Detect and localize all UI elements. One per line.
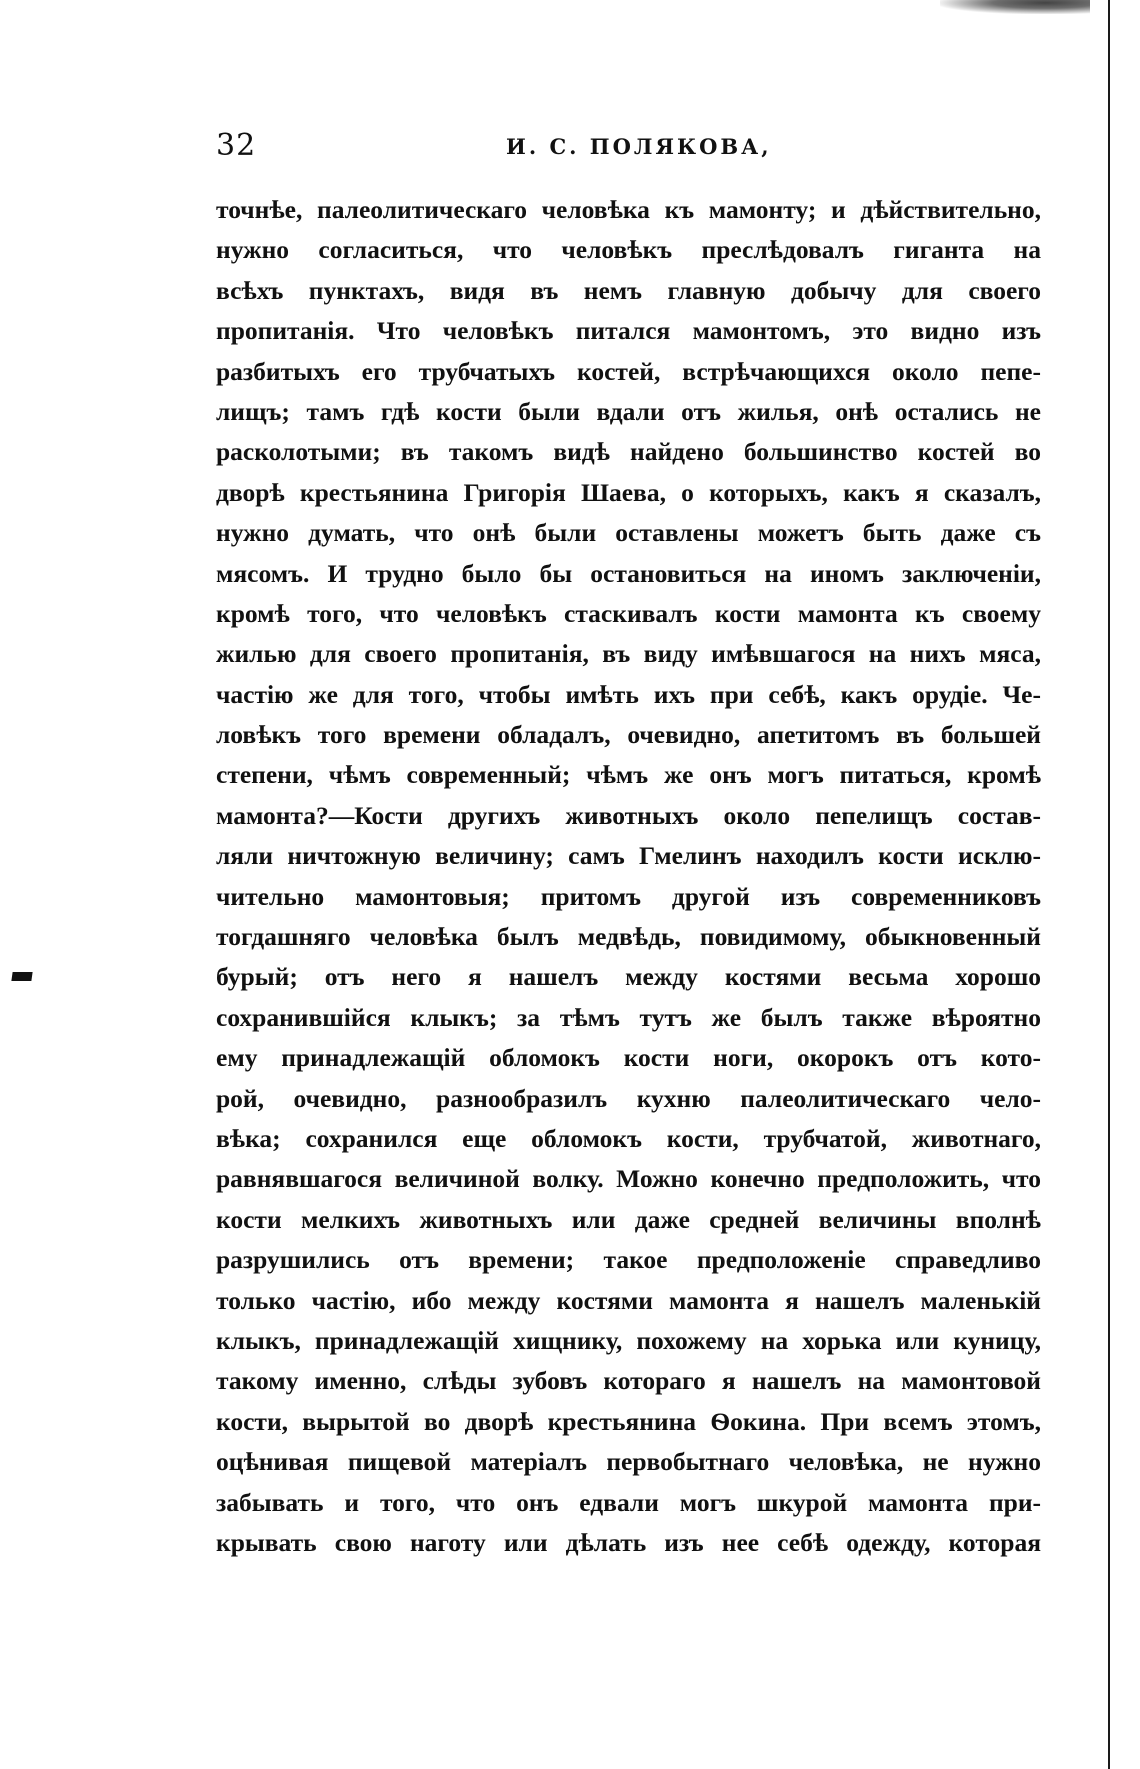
text-line: ляли ничтожную величину; самъ Гмелинъ находилъ кости исклю- (216, 841, 1041, 871)
text-line: дворѣ крестьянина Григорія Шаева, о которыхъ, какъ я сказалъ, (216, 477, 1041, 507)
text-line: только частію, ибо между костями мамонта я нашелъ маленькій (216, 1285, 1041, 1315)
text-line: тогдашняго человѣка былъ медвѣдь, повидимому, обыкновенный (216, 922, 1041, 952)
text-line: равнявшагося величиной волку. Можно конечно предположить, что (216, 1164, 1041, 1194)
text-line: мясомъ. И трудно было бы остановиться на иномъ заключеніи, (216, 558, 1041, 588)
text-line: точнѣе, палеолитическаго человѣка къ мамонту; и дѣйствительно, (216, 195, 1041, 224)
text-line: крывать свою наготу или дѣлать изъ нее себѣ одежду, которая (216, 1527, 1041, 1557)
text-line: нужно думать, что онѣ были оставлены можетъ быть даже съ (216, 518, 1041, 548)
page-edge-rule (1108, 0, 1110, 1769)
text-line: кромѣ того, что человѣкъ стаскивалъ кости мамонта къ своему (216, 598, 1041, 628)
text-line: клыкъ, принадлежащій хищнику, похожему на хорька или куницу, (216, 1325, 1041, 1355)
text-line: ему принадлежащій обломокъ кости ноги, окорокъ отъ кото- (216, 1043, 1041, 1073)
text-line: степени, чѣмъ современный; чѣмъ же онъ могъ питаться, кромѣ (216, 760, 1041, 790)
scan-smudge (940, 0, 1090, 14)
text-line: вѣка; сохранился еще обломокъ кости, трубчатой, животнаго, (216, 1123, 1041, 1153)
text-line: всѣхъ пунктахъ, видя въ немъ главную добычу для своего (216, 275, 1041, 305)
text-line: чительно мамонтовыя; притомъ другой изъ современниковъ (216, 881, 1041, 911)
running-title: И. С. ПОЛЯКОВА, (506, 134, 772, 159)
text-line: забывать и того, что онъ едвали могъ шкурой мамонта при- (216, 1487, 1041, 1517)
text-line: жилью для своего пропитанія, въ виду имѣвшагося на нихъ мяса, (216, 639, 1041, 669)
margin-mark (11, 972, 32, 981)
text-line: расколотыми; въ такомъ видѣ найдено большинство костей во (216, 437, 1041, 467)
text-line: кости мелкихъ животныхъ или даже средней величины вполнѣ (216, 1204, 1041, 1234)
text-line: разбитыхъ его трубчатыхъ костей, встрѣчающихся около пепе- (216, 356, 1041, 386)
text-line: пропитанія. Что человѣкъ питался мамонтомъ, это видно изъ (216, 316, 1041, 346)
text-line: кости, вырытой во дворѣ крестьянина Ѳокина. При всемъ этомъ, (216, 1406, 1041, 1436)
body-text (216, 190, 1041, 1563)
text-line: разрушились отъ времени; такое предположеніе справедливо (216, 1245, 1041, 1275)
text-line: такому именно, слѣды зубовъ котораго я нашелъ на мамонтовой (216, 1366, 1041, 1396)
text-line: сохранившійся клыкъ; за тѣмъ тутъ же былъ также вѣроятно (216, 1002, 1041, 1032)
text-line: мамонта?—Кости другихъ животныхъ около пепелищъ состав- (216, 800, 1041, 830)
text-line: ловѣкъ того времени обладалъ, очевидно, апетитомъ въ большей (216, 720, 1041, 750)
page-number: 32 (216, 128, 257, 163)
text-line: частію же для того, чтобы имѣть ихъ при себѣ, какъ орудіе. Че- (216, 679, 1041, 709)
text-line: бурый; отъ него я нашелъ между костями весьма хорошо (216, 962, 1041, 992)
text-line: лищъ; тамъ гдѣ кости были вдали отъ жилья, онѣ остались не (216, 396, 1041, 426)
page-header (216, 128, 1041, 172)
text-line: рой, очевидно, разнообразилъ кухню палеолитическаго чело- (216, 1083, 1041, 1113)
text-line: оцѣнивая пищевой матеріалъ первобытнаго человѣка, не нужно (216, 1447, 1041, 1477)
text-line: нужно согласиться, что человѣкъ преслѣдовалъ гиганта на (216, 235, 1041, 265)
